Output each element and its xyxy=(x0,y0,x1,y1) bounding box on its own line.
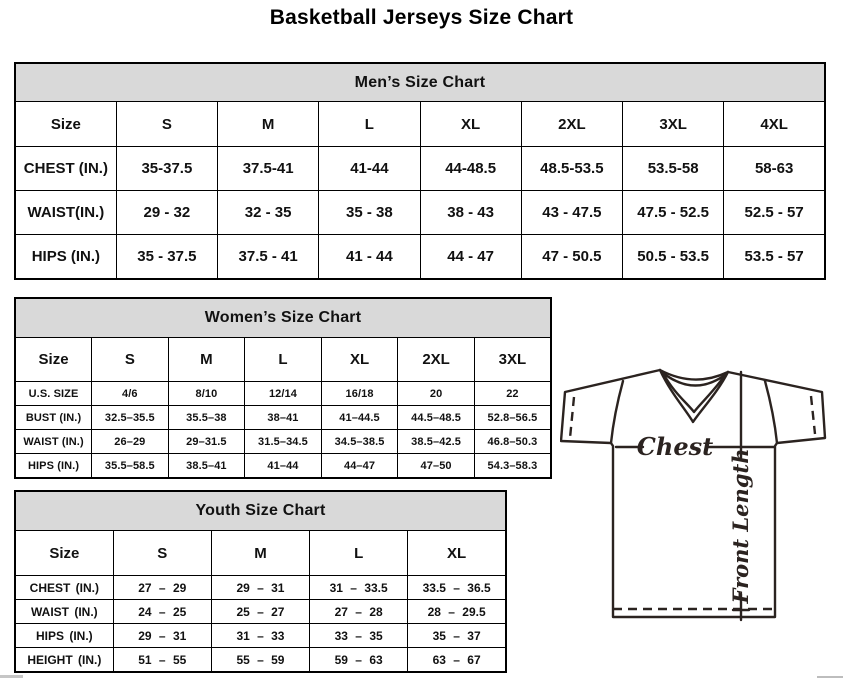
womens-column-header-3: L xyxy=(245,338,322,382)
youth-cell-1-2: 27 – 28 xyxy=(310,600,408,624)
womens-cell-3-1: 38.5–41 xyxy=(168,454,245,479)
youth-row-label-3: HEIGHT (IN.) xyxy=(15,648,113,673)
mens-size-table xyxy=(14,62,826,280)
womens-cell-1-1: 35.5–38 xyxy=(168,406,245,430)
womens-cell-2-1: 29–31.5 xyxy=(168,430,245,454)
womens-cell-0-4: 20 xyxy=(398,382,475,406)
womens-cell-0-2: 12/14 xyxy=(245,382,322,406)
mens-column-header-0: Size xyxy=(15,102,116,147)
womens-cell-1-0: 32.5–35.5 xyxy=(92,406,169,430)
youth-table-row-2 xyxy=(15,624,506,648)
youth-column-header-4: XL xyxy=(408,531,506,576)
womens-cell-3-0: 35.5–58.5 xyxy=(92,454,169,479)
youth-cell-1-0: 24 – 25 xyxy=(113,600,211,624)
youth-cell-0-0: 27 – 29 xyxy=(113,576,211,600)
womens-column-header-4: XL xyxy=(321,338,398,382)
womens-cell-3-5: 54.3–58.3 xyxy=(474,454,551,479)
mens-column-header-2: M xyxy=(218,102,319,147)
womens-row-label-0: U.S. SIZE xyxy=(15,382,92,406)
jersey-measurement-diagram xyxy=(560,363,834,627)
womens-row-label-2: WAIST (IN.) xyxy=(15,430,92,454)
mens-table-row-2 xyxy=(15,235,825,280)
womens-cell-1-4: 44.5–48.5 xyxy=(398,406,475,430)
mens-column-header-4: XL xyxy=(420,102,521,147)
youth-chart-title: Youth Size Chart xyxy=(15,491,506,531)
mens-cell-1-2: 35 - 38 xyxy=(319,191,420,235)
youth-row-label-2: HIPS (IN.) xyxy=(15,624,113,648)
mens-cell-0-5: 53.5-58 xyxy=(623,147,724,191)
youth-table-row-3 xyxy=(15,648,506,673)
horizontal-scrollbar-fragment-right[interactable] xyxy=(817,676,843,678)
mens-cell-1-1: 32 - 35 xyxy=(218,191,319,235)
youth-cell-2-0: 29 – 31 xyxy=(113,624,211,648)
mens-row-label-2: HIPS (IN.) xyxy=(15,235,116,280)
mens-cell-2-3: 44 - 47 xyxy=(420,235,521,280)
youth-cell-3-3: 63 – 67 xyxy=(408,648,506,673)
womens-row-label-1: BUST (IN.) xyxy=(15,406,92,430)
youth-cell-1-1: 25 – 27 xyxy=(211,600,309,624)
mens-cell-2-0: 35 - 37.5 xyxy=(116,235,217,280)
youth-cell-2-3: 35 – 37 xyxy=(408,624,506,648)
mens-cell-2-4: 47 - 50.5 xyxy=(521,235,622,280)
mens-row-label-1: WAIST(IN.) xyxy=(15,191,116,235)
mens-cell-2-1: 37.5 - 41 xyxy=(218,235,319,280)
youth-column-header-1: S xyxy=(113,531,211,576)
front-length-label: Front Length xyxy=(728,448,753,604)
womens-column-header-6: 3XL xyxy=(474,338,551,382)
youth-cell-1-3: 28 – 29.5 xyxy=(408,600,506,624)
womens-column-header-5: 2XL xyxy=(398,338,475,382)
womens-cell-0-1: 8/10 xyxy=(168,382,245,406)
womens-cell-2-5: 46.8–50.3 xyxy=(474,430,551,454)
left-sleeve-seam xyxy=(611,381,623,443)
mens-cell-0-0: 35-37.5 xyxy=(116,147,217,191)
womens-cell-1-2: 38–41 xyxy=(245,406,322,430)
womens-column-header-0: Size xyxy=(15,338,92,382)
youth-table-row-0 xyxy=(15,576,506,600)
right-sleeve-seam xyxy=(765,381,777,443)
mens-cell-1-5: 47.5 - 52.5 xyxy=(623,191,724,235)
womens-cell-2-2: 31.5–34.5 xyxy=(245,430,322,454)
womens-cell-2-0: 26–29 xyxy=(92,430,169,454)
right-cuff-dashed-line xyxy=(811,396,815,434)
youth-row-label-1: WAIST (IN.) xyxy=(15,600,113,624)
womens-cell-1-5: 52.8–56.5 xyxy=(474,406,551,430)
mens-cell-0-1: 37.5-41 xyxy=(218,147,319,191)
mens-cell-2-2: 41 - 44 xyxy=(319,235,420,280)
youth-cell-0-2: 31 – 33.5 xyxy=(310,576,408,600)
womens-column-header-2: M xyxy=(168,338,245,382)
horizontal-scrollbar-fragment-left[interactable] xyxy=(0,675,23,678)
jersey-outline xyxy=(561,370,825,617)
womens-cell-3-4: 47–50 xyxy=(398,454,475,479)
mens-cell-1-4: 43 - 47.5 xyxy=(521,191,622,235)
womens-table-row-1 xyxy=(15,406,551,430)
womens-table-row-0 xyxy=(15,382,551,406)
youth-cell-0-1: 29 – 31 xyxy=(211,576,309,600)
mens-cell-0-3: 44-48.5 xyxy=(420,147,521,191)
womens-cell-0-3: 16/18 xyxy=(321,382,398,406)
mens-chart-title: Men’s Size Chart xyxy=(15,63,825,102)
womens-column-header-1: S xyxy=(92,338,169,382)
mens-cell-1-0: 29 - 32 xyxy=(116,191,217,235)
mens-row-label-0: CHEST (IN.) xyxy=(15,147,116,191)
mens-cell-2-6: 53.5 - 57 xyxy=(724,235,825,280)
youth-cell-2-1: 31 – 33 xyxy=(211,624,309,648)
mens-cell-2-5: 50.5 - 53.5 xyxy=(623,235,724,280)
youth-size-table xyxy=(14,490,507,673)
womens-cell-1-3: 41–44.5 xyxy=(321,406,398,430)
youth-cell-3-2: 59 – 63 xyxy=(310,648,408,673)
mens-table-row-0 xyxy=(15,147,825,191)
youth-column-header-2: M xyxy=(211,531,309,576)
mens-column-header-1: S xyxy=(116,102,217,147)
page-title: Basketball Jerseys Size Chart xyxy=(269,6,574,29)
mens-cell-1-6: 52.5 - 57 xyxy=(724,191,825,235)
womens-cell-3-2: 41–44 xyxy=(245,454,322,479)
youth-column-header-3: L xyxy=(310,531,408,576)
chest-label: Chest xyxy=(636,432,714,461)
womens-cell-2-3: 34.5–38.5 xyxy=(321,430,398,454)
youth-column-header-0: Size xyxy=(15,531,113,576)
mens-column-header-6: 3XL xyxy=(623,102,724,147)
mens-column-header-3: L xyxy=(319,102,420,147)
womens-table-row-2 xyxy=(15,430,551,454)
mens-table-row-1 xyxy=(15,191,825,235)
youth-cell-3-1: 55 – 59 xyxy=(211,648,309,673)
left-cuff-dashed-line xyxy=(570,397,574,438)
womens-cell-3-3: 44–47 xyxy=(321,454,398,479)
youth-cell-3-0: 51 – 55 xyxy=(113,648,211,673)
womens-chart-title: Women’s Size Chart xyxy=(15,298,551,338)
womens-cell-2-4: 38.5–42.5 xyxy=(398,430,475,454)
youth-table-row-1 xyxy=(15,600,506,624)
mens-cell-0-4: 48.5-53.5 xyxy=(521,147,622,191)
womens-cell-0-0: 4/6 xyxy=(92,382,169,406)
womens-row-label-3: HIPS (IN.) xyxy=(15,454,92,479)
womens-table-row-3 xyxy=(15,454,551,479)
mens-cell-0-2: 41-44 xyxy=(319,147,420,191)
mens-cell-1-3: 38 - 43 xyxy=(420,191,521,235)
mens-cell-0-6: 58-63 xyxy=(724,147,825,191)
jersey-diagram-svg xyxy=(560,363,834,627)
mens-column-header-5: 2XL xyxy=(521,102,622,147)
womens-size-table xyxy=(14,297,552,479)
womens-cell-0-5: 22 xyxy=(474,382,551,406)
youth-cell-2-2: 33 – 35 xyxy=(310,624,408,648)
youth-row-label-0: CHEST (IN.) xyxy=(15,576,113,600)
youth-cell-0-3: 33.5 – 36.5 xyxy=(408,576,506,600)
mens-column-header-7: 4XL xyxy=(724,102,825,147)
